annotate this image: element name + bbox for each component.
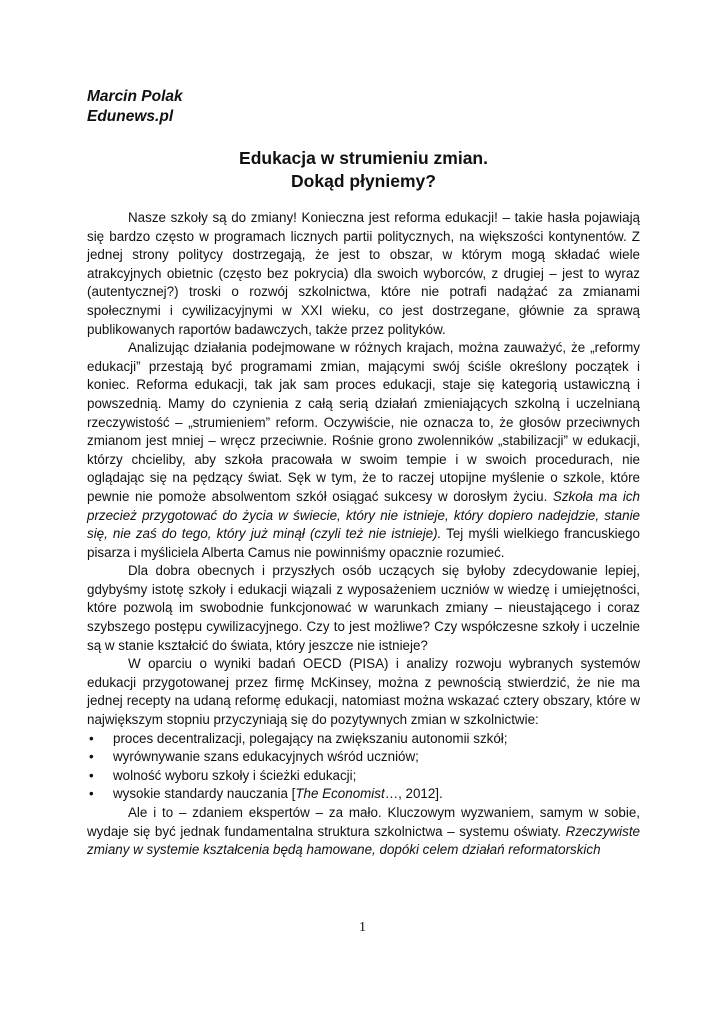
paragraph-3: Dla dobra obecnych i przyszłych osób uczących się byłoby zdecydowanie lepiej, gdybyśmy istotę szkoły i edukacji wiązali z wyposażeniem uczniów w wiedzę i umiejętności, które pozwolą im swobodnie funkcjonować w warunkach zmiany – nieustającego i coraz szybszego postępu cywilizacyjnego. Czy to jest możliwe? Czy współczesne szkoły i uczelnie są w stanie kształcić do świata, który jeszcze nie istnieje? [87, 563, 640, 653]
paragraph-2-text-b: Tej myśli wielkiego francuskiego pisarza i myśliciela Alberta Camus nie powinniśmy opacznie rozumieć. [87, 526, 640, 560]
list-item-text: proces decentralizacji, polegający na zwiększaniu autonomii szkół; [113, 730, 508, 746]
paragraph-2-italic-quote: Szkoła ma ich przecież przygotować do życia w świecie, który nie istnieje, który dopiero nadejdzie, stanie się, nie zaś do tego, który już minął (czyli też nie istnieje). [87, 488, 640, 542]
bullet-icon: • [89, 749, 94, 765]
list-item [87, 785, 640, 804]
paragraph-2 [87, 339, 640, 562]
list-item-text-a: wysokie standardy nauczania [ [113, 786, 296, 802]
bullet-icon: • [89, 730, 94, 746]
paragraph-5-text-a: Ale i to – zdaniem ekspertów – za mało. Kluczowym wyzwaniem, samym w sobie, wydaje się być jednak fundamentalna struktura szkolnictwa – systemu oświaty. [87, 805, 640, 839]
paragraph-5 [87, 804, 640, 860]
list-item-text: wolność wyboru szkoły i ścieżki edukacji; [113, 767, 357, 783]
article-body [87, 209, 640, 860]
bullet-icon: • [89, 767, 94, 783]
list-item-text-b: …, 2012]. [384, 786, 443, 802]
bullet-icon: • [89, 786, 94, 802]
author-name: Marcin Polak [87, 88, 183, 105]
byline [87, 87, 183, 127]
page-number: 1 [359, 920, 366, 935]
title-line-2: Dokąd płyniemy? [291, 171, 436, 191]
paragraph-2-text-a: Analizując działania podejmowane w różnych krajach, można zauważyć, że „reformy edukacji” przestają być programami zmian, mającymi swój ściśle określony początek i koniec. Reforma edukacji, tak jak sam proces edukacji, staje się kategorią ustawiczną i powszednią. Mamy do czynienia z całą serią działań zmieniających szkolną i uczelnianą rzeczywistość – „strumieniem” reform. Oczywiście, nie oznacza to, że głosów przeciwnych zmianom jest mniej – wręcz przeciwnie. Rośnie grono zwolenników „stabilizacji” w edukacji, którzy chcieliby, aby szkoła pracowała w swoim tempie i w swoich procedurach, nie oglądając się na pędzący świat. Sęk w tym, że to raczej utopijne myślenie o szkole, które pewnie nie pomoże absolwentom szkół osiągać sukcesy w dorosłym życiu. [87, 340, 640, 504]
title-line-1: Edukacja w strumieniu zmian. [239, 148, 488, 168]
article-title [87, 147, 640, 193]
reform-areas-list [87, 730, 640, 804]
source-name: Edunews.pl [87, 108, 174, 125]
paragraph-1: Nasze szkoły są do zmiany! Konieczna jest reforma edukacji! – takie hasła pojawiają się bardzo często w programach licznych partii politycznych, na większości kontynentów. Z jednej strony politycy dostrzegają, że jest to obszar, w którym mogą składać wiele atrakcyjnych obietnic (często bez pokrycia) dla swoich wyborców, z drugiej – jest to wyraz (autentycznej?) troski o rozwój szkolnictwa, które nie potrafi nadążać za zmianami społecznymi i cywilizacyjnymi w XXI wieku, co jest dostrzegane, głównie za sprawą publikowanych raportów badawczych, także przez polityków. [87, 210, 640, 337]
list-item-text: wyrównywanie szans edukacyjnych wśród uczniów; [113, 749, 419, 765]
list-item [87, 730, 640, 749]
list-item [87, 748, 640, 767]
paragraph-5-italic: Rzeczywiste zmiany w systemie kształcenia będą hamowane, dopóki celem działań reformatorskich [87, 823, 640, 858]
list-item [87, 767, 640, 786]
citation-title: The Economist [295, 786, 385, 802]
paragraph-4: W oparciu o wyniki badań OECD (PISA) i analizy rozwoju wybranych systemów edukacji przygotowanej przez firmę McKinsey, można z pewnością stwierdzić, że nie ma jednej recepty na udaną reformę edukacji, natomiast można wskazać cztery obszary, które w największym stopniu przyczyniają się do pozytywnych zmian w szkolnictwie: [87, 656, 640, 728]
